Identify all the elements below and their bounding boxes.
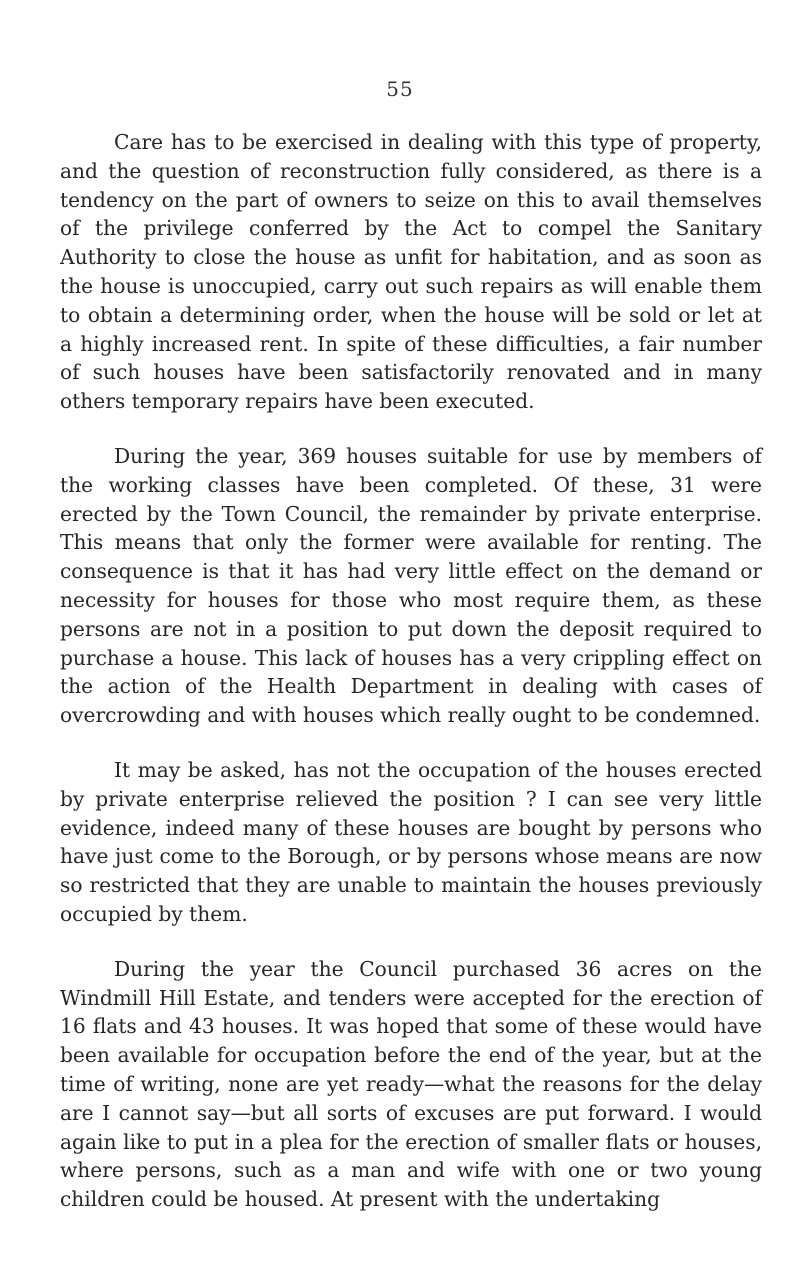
paragraph-houses-completed: During the year, 369 houses suitable for use by members of the working classes have been completed. Of these, 31 were erected by the Town Council, the remainder by private enterprise. This means that only the former were available for renting. The consequence is that it has had very little effect on the demand or necessity for houses for those who most require them, as these persons are not in a position to put down the deposit required to purchase a house. This lack of houses has a very crippling effect on the action of the Health Department in dealing with cases of overcrowding and with houses which really ought to be condemned. (60, 443, 762, 728)
paragraph-private-enterprise: It may be asked, has not the occupation of the houses erected by private enterprise relieved the position ? I can see very little evidence, indeed many of these houses are bought by persons who have just come to the Borough, or by persons whose means are now so restricted that they are unable to maintain the houses previously occupied by them. (60, 757, 762, 926)
paragraph-reconstruction: Care has to be exercised in dealing with this type of property, and the question of reconstruction fully considered, as there is a tendency on the part of owners to seize on this to avail themselves of the privilege conferred by the Act to compel the Sanitary Authority to close the house as unfit for habitation, and as soon as the house is unoccupied, carry out such repairs as will enable them to obtain a determining order, when the house will be sold or let at a highly increased rent. In spite of these difficulties, a fair number of such houses have been satisfactorily renovated and in many others temporary repairs have been executed. (60, 130, 762, 414)
paragraph-windmill-hill-estate: During the year the Council purchased 36 acres on the Windmill Hill Estate, and tenders were accepted for the erection of 16 flats and 43 houses. It was hoped that some of these would have been available for occupation before the end of the year, but at the time of writing, none are yet ready—what the reasons for the delay are I cannot say—but all sorts of excuses are put forward. I would again like to put in a plea for the erection of smaller flats or houses, where persons, such as a man and wife with one or two young children could be housed. At present with the undertaking (60, 956, 762, 1212)
page-number: 55 (386, 77, 414, 101)
document-body (60, 128, 762, 1214)
